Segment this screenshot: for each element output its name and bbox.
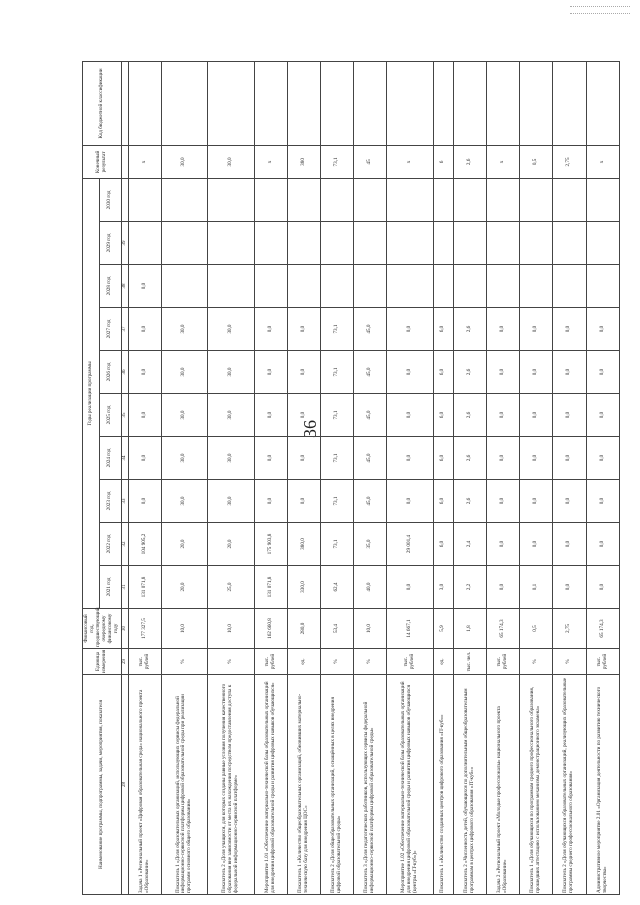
row-fin-year: 1,8 — [453, 609, 486, 649]
row-year-value — [586, 265, 619, 308]
row-year-value: 62,4 — [321, 566, 354, 609]
row-fin-year: 10,0 — [161, 609, 207, 649]
row-final: 73,1 — [321, 145, 354, 178]
row-year-value: 73,1 — [321, 394, 354, 437]
header-years-group: Годы реализации программы — [83, 178, 100, 608]
row-year-value: 40,0 — [354, 566, 387, 609]
header-row — [83, 61, 100, 894]
row-year-value: 45,0 — [354, 351, 387, 394]
row-year-value: 0,0 — [287, 351, 320, 394]
row-year-value — [128, 222, 161, 265]
table-row — [520, 61, 553, 894]
row-year-value: 0,0 — [486, 523, 519, 566]
row-final: 30,0 — [161, 145, 207, 178]
row-year-value: 0,0 — [387, 351, 433, 394]
table-row — [287, 61, 320, 894]
column-number-empty — [121, 178, 128, 221]
row-year-value: 0,0 — [254, 351, 287, 394]
row-fin-year: 2,75 — [553, 609, 586, 649]
row-final: 2,75 — [553, 145, 586, 178]
row-name: Задача 2 «Региональный проект «Молодые профессионалы» национального проекта «Образование» — [486, 675, 519, 895]
column-number: 31 — [121, 566, 128, 609]
row-year-value: 2,6 — [453, 308, 486, 351]
row-year-value: 0,0 — [128, 394, 161, 437]
row-year-value: 0,0 — [486, 351, 519, 394]
row-final: 2,6 — [453, 145, 486, 178]
table-row — [208, 61, 254, 894]
row-year-value: 0,0 — [254, 394, 287, 437]
row-codes — [354, 61, 387, 145]
header-fin-year: Финансовый год, предшествующий очередному финансовому году — [83, 609, 122, 649]
row-name: Мероприятие 1.01 «Обеспечение материально-технической базы образовательных организаций для внедрения цифровой образовательной среды и развития цифровых навыков обучающихся» — [254, 675, 287, 895]
row-unit: % — [208, 649, 254, 675]
row-fin-year: 0,5 — [520, 609, 553, 649]
row-year-value — [208, 222, 254, 265]
row-year-value: 0,0 — [486, 308, 519, 351]
row-final: 380 — [287, 145, 320, 178]
row-year-value: 30,0 — [161, 308, 207, 351]
rotated-page-area — [82, 62, 607, 895]
table-row — [586, 61, 619, 894]
column-number: 36 — [121, 351, 128, 394]
page-number: 36 — [300, 420, 320, 438]
row-year-value — [161, 222, 207, 265]
row-codes — [433, 61, 453, 145]
column-number: 32 — [121, 523, 128, 566]
row-year-value — [161, 178, 207, 221]
table-row — [128, 61, 161, 894]
column-number-row — [121, 61, 128, 894]
row-year-value — [486, 222, 519, 265]
row-name: Показатель 1 «Доля обучающихся по программам среднего профессионального образования, прошедших аттестацию с использованием механизма демонстрационного экзамена» — [520, 675, 553, 895]
row-year-value: 330,0 — [287, 566, 320, 609]
row-year-value — [553, 265, 586, 308]
row-name: Показатель 3 «Доля педагогических работников, использующих сервисы федеральной информационно-сервисной платформы цифровой образовательной среды» — [354, 675, 387, 895]
row-year-value — [453, 222, 486, 265]
row-year-value: 131 071,8 — [254, 566, 287, 609]
row-unit: тыс. рублей — [586, 649, 619, 675]
row-name: Мероприятие 1.02 «Обеспечение материально-технической базы образовательных организаций для внедрения цифровой образовательной среды и развития цифровых навыков обучающихся (центры «IT-куб»)» — [387, 675, 433, 895]
row-year-value: 0,0 — [287, 480, 320, 523]
header-year: 2025 год — [100, 394, 122, 437]
row-fin-year: 14 667,1 — [387, 609, 433, 649]
row-final: 0,5 — [520, 145, 553, 178]
row-year-value: 30,0 — [161, 437, 207, 480]
row-year-value — [453, 265, 486, 308]
row-codes — [287, 61, 320, 145]
row-year-value — [354, 222, 387, 265]
row-year-value: 0,0 — [586, 523, 619, 566]
column-number: 39 — [121, 222, 128, 265]
row-fin-year: 65 174,3 — [486, 609, 519, 649]
row-codes — [586, 61, 619, 145]
row-unit: тыс. рублей — [254, 649, 287, 675]
column-number: 37 — [121, 308, 128, 351]
row-year-value — [354, 178, 387, 221]
row-year-value: 0,0 — [128, 480, 161, 523]
row-codes — [486, 61, 519, 145]
header-year: 2030 год — [100, 178, 122, 221]
row-year-value: 6,0 — [433, 437, 453, 480]
row-fin-year: 162 660,8 — [254, 609, 287, 649]
row-final: х — [254, 145, 287, 178]
row-year-value: 0,0 — [486, 480, 519, 523]
row-year-value: 45,0 — [354, 394, 387, 437]
row-unit: % — [354, 649, 387, 675]
row-year-value — [553, 178, 586, 221]
row-year-value — [321, 222, 354, 265]
header-year: 2026 год — [100, 351, 122, 394]
program-table — [82, 61, 620, 895]
header-name: Наименование программы, подпрограммы, задачи, мероприятия, показателя — [83, 675, 122, 895]
row-unit: тыс. рублей — [387, 649, 433, 675]
row-year-value: 0,0 — [553, 308, 586, 351]
row-year-value: 0,0 — [254, 308, 287, 351]
row-year-value — [486, 265, 519, 308]
row-year-value — [287, 178, 320, 221]
header-year: 2028 год — [100, 265, 122, 308]
row-year-value: 0,0 — [387, 480, 433, 523]
row-year-value — [433, 265, 453, 308]
row-year-value: 0,0 — [586, 351, 619, 394]
row-year-value: 6,0 — [433, 394, 453, 437]
header-year: 2029 год — [100, 222, 122, 265]
row-year-value: 131 071,8 — [128, 566, 161, 609]
row-year-value: 0,0 — [586, 566, 619, 609]
row-year-value: 0,0 — [586, 437, 619, 480]
row-year-value — [433, 222, 453, 265]
corner-stamp — [570, 6, 630, 14]
row-year-value: 0,0 — [553, 523, 586, 566]
row-fin-year: 65 174,3 — [586, 609, 619, 649]
row-year-value: 0,0 — [287, 394, 320, 437]
table-row — [254, 61, 287, 894]
column-number: 33 — [121, 480, 128, 523]
row-year-value: 20,0 — [161, 523, 207, 566]
row-unit: % — [161, 649, 207, 675]
row-year-value — [354, 265, 387, 308]
row-year-value: 0,0 — [520, 308, 553, 351]
row-year-value: 30,0 — [208, 437, 254, 480]
row-year-value: 30,0 — [161, 351, 207, 394]
row-year-value: 0,0 — [287, 308, 320, 351]
row-unit: тыс. чел. — [453, 649, 486, 675]
row-year-value: 0,0 — [520, 394, 553, 437]
row-year-value — [161, 265, 207, 308]
row-year-value: 0,0 — [520, 480, 553, 523]
row-year-value: 0,0 — [128, 308, 161, 351]
row-year-value: 3,0 — [433, 566, 453, 609]
table-body — [128, 61, 619, 894]
column-number-empty — [121, 145, 128, 178]
row-year-value: 6,0 — [433, 308, 453, 351]
header-year: 2023 год — [100, 480, 122, 523]
row-codes — [387, 61, 433, 145]
row-year-value: 0,0 — [254, 437, 287, 480]
row-name: Показатель 2 «Доля общеобразовательных организаций, оснащённых в целях внедрения цифровой образовательной среды» — [321, 675, 354, 895]
row-year-value: 380,0 — [287, 523, 320, 566]
row-year-value: 0,0 — [586, 480, 619, 523]
row-year-value: 73,1 — [321, 351, 354, 394]
column-number: 34 — [121, 437, 128, 480]
row-year-value — [254, 222, 287, 265]
row-unit: % — [321, 649, 354, 675]
row-unit: ед. — [287, 649, 320, 675]
row-year-value — [586, 222, 619, 265]
column-number: 35 — [121, 394, 128, 437]
row-final: х — [486, 145, 519, 178]
row-year-value: 2,6 — [453, 437, 486, 480]
row-fin-year: 10,0 — [208, 609, 254, 649]
row-fin-year: 280,0 — [287, 609, 320, 649]
row-codes — [520, 61, 553, 145]
row-year-value — [387, 178, 433, 221]
header-codes: Код бюджетной классификации — [83, 61, 122, 145]
row-year-value: 175 903,8 — [254, 523, 287, 566]
column-number-empty — [121, 61, 128, 145]
row-year-value — [321, 178, 354, 221]
row-codes — [208, 61, 254, 145]
header-year: 2027 год — [100, 308, 122, 351]
row-year-value — [387, 265, 433, 308]
row-codes — [453, 61, 486, 145]
row-year-value — [520, 265, 553, 308]
row-codes — [553, 61, 586, 145]
row-year-value — [486, 178, 519, 221]
row-fin-year: 10,0 — [354, 609, 387, 649]
row-year-value: 0,1 — [520, 566, 553, 609]
table-row — [387, 61, 433, 894]
row-name: Показатель 2 «Доля обучающихся образовательных организаций, реализующих образовательные программы среднего профессионального образования» — [553, 675, 586, 895]
row-year-value — [254, 265, 287, 308]
header-final: Конечный результат — [83, 145, 122, 178]
table-row — [321, 61, 354, 894]
row-year-value: 2,6 — [453, 394, 486, 437]
row-year-value: 6,0 — [433, 480, 453, 523]
row-year-value: 104 905,2 — [128, 523, 161, 566]
row-unit: % — [520, 649, 553, 675]
row-codes — [254, 61, 287, 145]
row-year-value: 2,6 — [453, 351, 486, 394]
row-final: 30,0 — [208, 145, 254, 178]
table-row — [161, 61, 207, 894]
header-year: 2024 год — [100, 437, 122, 480]
row-unit: тыс. рублей — [128, 649, 161, 675]
row-year-value: 29 001,4 — [387, 523, 433, 566]
table-row — [453, 61, 486, 894]
row-year-value — [433, 178, 453, 221]
row-fin-year: 53,4 — [321, 609, 354, 649]
row-year-value — [287, 222, 320, 265]
row-year-value: 45,0 — [354, 437, 387, 480]
row-year-value: 0,0 — [520, 523, 553, 566]
row-year-value — [128, 178, 161, 221]
row-year-value: 0,0 — [553, 480, 586, 523]
row-year-value: 73,1 — [321, 437, 354, 480]
row-name: Административное мероприятие 2.01 «Организация деятельности по развитию технического творчества» — [586, 675, 619, 895]
row-year-value — [453, 178, 486, 221]
row-codes — [321, 61, 354, 145]
row-year-value — [287, 265, 320, 308]
row-year-value: 0,0 — [287, 437, 320, 480]
row-year-value: 0,0 — [128, 437, 161, 480]
row-year-value: 30,0 — [161, 480, 207, 523]
row-year-value: 35,0 — [354, 523, 387, 566]
row-unit: % — [553, 649, 586, 675]
row-name: Показатель 2 «Численность детей, обучающихся по дополнительным общеобразовательным программам в центрах цифрового образования «IT-куб»» — [453, 675, 486, 895]
row-year-value: 2,6 — [453, 480, 486, 523]
row-unit: ед. — [433, 649, 453, 675]
row-year-value: 0,0 — [520, 351, 553, 394]
row-year-value: 2,4 — [453, 523, 486, 566]
row-year-value — [208, 265, 254, 308]
row-year-value — [520, 222, 553, 265]
row-year-value: 30,0 — [208, 480, 254, 523]
row-year-value: 0,0 — [553, 394, 586, 437]
row-year-value: 25,0 — [208, 566, 254, 609]
table-row — [553, 61, 586, 894]
row-year-value: 20,0 — [161, 566, 207, 609]
header-unit: Единица измерения — [83, 649, 122, 675]
row-final: х — [387, 145, 433, 178]
row-name: Показатель 1 «Количество общеобразовательных организаций, обновивших материально-техническую базу для внедрения ЦОС» — [287, 675, 320, 895]
row-year-value: 0,0 — [553, 566, 586, 609]
row-year-value: 0,0 — [486, 437, 519, 480]
row-year-value: 0,0 — [128, 265, 161, 308]
row-year-value — [254, 178, 287, 221]
header-year: 2022 год — [100, 523, 122, 566]
row-year-value: 6,0 — [433, 351, 453, 394]
row-year-value — [520, 178, 553, 221]
row-codes — [161, 61, 207, 145]
row-fin-year: 5,9 — [433, 609, 453, 649]
rotated-table-container — [82, 62, 607, 895]
row-year-value: 30,0 — [208, 351, 254, 394]
row-year-value: 0,0 — [387, 566, 433, 609]
row-year-value: 30,0 — [208, 308, 254, 351]
row-year-value — [208, 178, 254, 221]
table-row — [354, 61, 387, 894]
row-year-value: 6,0 — [433, 523, 453, 566]
row-name: Задача 1 «Региональный проект «Цифровая образовательная среда» национального проекта «Образование» — [128, 675, 161, 895]
row-year-value: 0,0 — [486, 566, 519, 609]
row-name: Показатель 1 «Доля образовательных организаций, использующих сервисы федеральной информационно-сервисной платформы цифровой образовательной среды при реализации программ основного общего образования» — [161, 675, 207, 895]
row-year-value — [321, 265, 354, 308]
row-year-value: 45,0 — [354, 308, 387, 351]
header-year: 2021 год — [100, 566, 122, 609]
row-year-value: 73,1 — [321, 308, 354, 351]
row-year-value: 20,0 — [208, 523, 254, 566]
row-year-value: 0,0 — [553, 437, 586, 480]
table-row — [486, 61, 519, 894]
row-year-value: 73,1 — [321, 480, 354, 523]
row-year-value: 0,0 — [553, 351, 586, 394]
row-name: Показатель 2 «Доля учащихся, для которых созданы равные условия получения качественного образования вне зависимости от места их нахождения посредством предоставления доступа к федеральной информационно-сервисной платформе» — [208, 675, 254, 895]
row-final: 6 — [433, 145, 453, 178]
table-row — [433, 61, 453, 894]
row-year-value: 0,0 — [387, 394, 433, 437]
row-year-value: 2,2 — [453, 566, 486, 609]
column-number: 29 — [121, 649, 128, 675]
column-number: 30 — [121, 609, 128, 649]
row-year-value: 30,0 — [208, 394, 254, 437]
row-year-value: 0,0 — [254, 480, 287, 523]
row-year-value — [387, 222, 433, 265]
row-final: х — [128, 145, 161, 178]
row-year-value: 0,0 — [486, 394, 519, 437]
column-number: 38 — [121, 265, 128, 308]
row-year-value: 73,1 — [321, 523, 354, 566]
row-unit: тыс. рублей — [486, 649, 519, 675]
row-year-value — [586, 178, 619, 221]
row-year-value: 45,0 — [354, 480, 387, 523]
row-year-value: 30,0 — [161, 394, 207, 437]
row-year-value: 0,0 — [586, 394, 619, 437]
row-year-value: 0,0 — [586, 308, 619, 351]
row-year-value: 0,0 — [128, 351, 161, 394]
row-fin-year: 177 327,5 — [128, 609, 161, 649]
row-name: Показатель 1 «Количество созданных центров цифрового образования «IT-куб»» — [433, 675, 453, 895]
row-year-value: 0,0 — [387, 437, 433, 480]
column-number: 28 — [121, 675, 128, 895]
row-year-value: 0,0 — [520, 437, 553, 480]
row-codes — [128, 61, 161, 145]
row-year-value: 0,0 — [387, 308, 433, 351]
row-year-value — [553, 222, 586, 265]
row-final: х — [586, 145, 619, 178]
row-final: 45 — [354, 145, 387, 178]
